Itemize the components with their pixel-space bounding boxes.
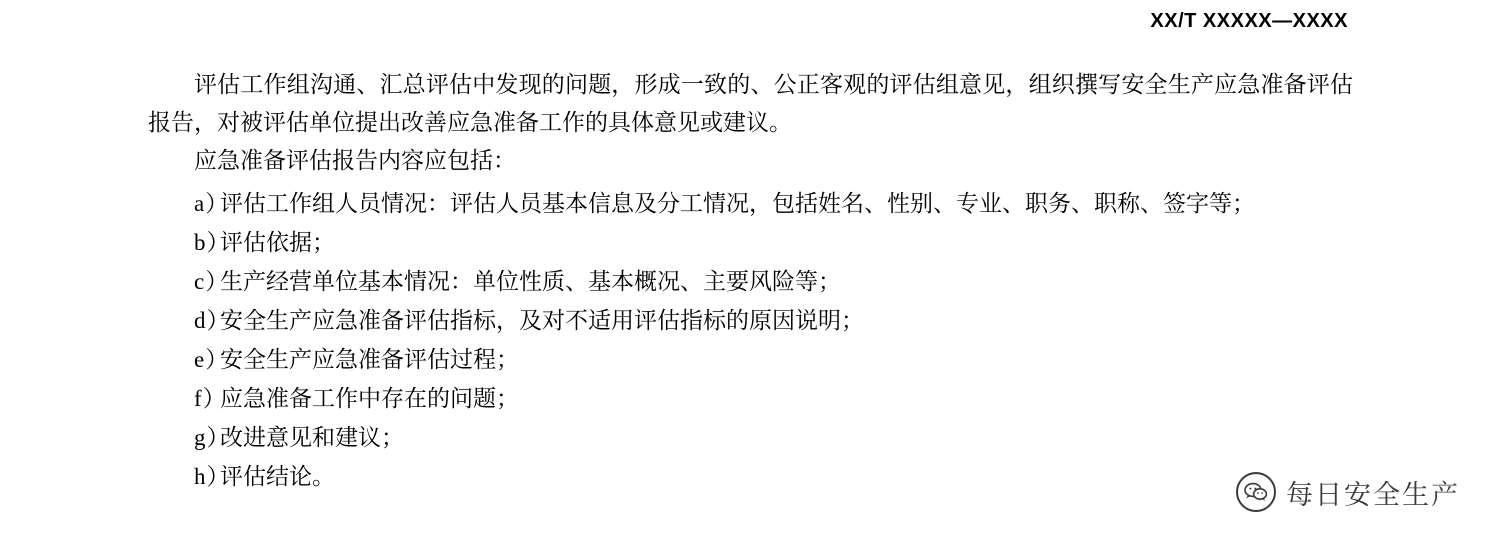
list-item-label: 生产经营单位基本情况：单位性质、基本概况、主要风险等； <box>220 269 841 294</box>
list-item <box>148 223 1353 262</box>
list-item-label: 评估结论。 <box>220 464 335 489</box>
paragraph-evaluation-summary: 评估工作组沟通、汇总评估中发现的问题，形成一致的、公正客观的评估组意见，组织撰写安全生产应急准备评估报告，对被评估单位提出改善应急准备工作的具体意见或建议。 <box>148 72 1353 135</box>
wechat-icon <box>1236 472 1276 512</box>
report-contents-list <box>148 184 1353 496</box>
list-item <box>148 340 1353 379</box>
list-item-label: 评估工作组人员情况：评估人员基本信息及分工情况，包括姓名、性别、专业、职务、职称、签字等； <box>220 191 1255 216</box>
list-item-label: 改进意见和建议； <box>220 425 404 450</box>
list-item-label: 评估依据； <box>220 230 335 255</box>
list-item-label: 应急准备工作中存在的问题； <box>220 386 519 411</box>
list-item-marker: g） <box>194 425 231 450</box>
watermark <box>1236 472 1460 512</box>
list-item-label: 安全生产应急准备评估过程； <box>220 347 519 372</box>
document-header-standard-number: XX/T XXXXX—XXXX <box>1150 10 1348 32</box>
list-item-marker: d） <box>194 308 231 333</box>
list-item <box>148 418 1353 457</box>
list-item-marker: f） <box>194 386 227 411</box>
list-item-marker: a） <box>194 191 230 216</box>
list-item <box>148 457 1353 496</box>
list-item-marker: b） <box>194 230 231 255</box>
list-item-marker: c） <box>194 269 230 294</box>
paragraph-report-contents-lead: 应急准备评估报告内容应包括： <box>194 148 516 173</box>
list-item-marker: e） <box>194 347 230 372</box>
list-item <box>148 379 1353 418</box>
watermark-label: 每日安全生产 <box>1286 479 1460 510</box>
list-item <box>148 301 1353 340</box>
list-item <box>148 262 1353 301</box>
list-item <box>148 184 1353 223</box>
list-item-marker: h） <box>194 464 231 489</box>
list-item-label: 安全生产应急准备评估指标，及对不适用评估指标的原因说明； <box>220 308 864 333</box>
document-body <box>148 62 1353 496</box>
